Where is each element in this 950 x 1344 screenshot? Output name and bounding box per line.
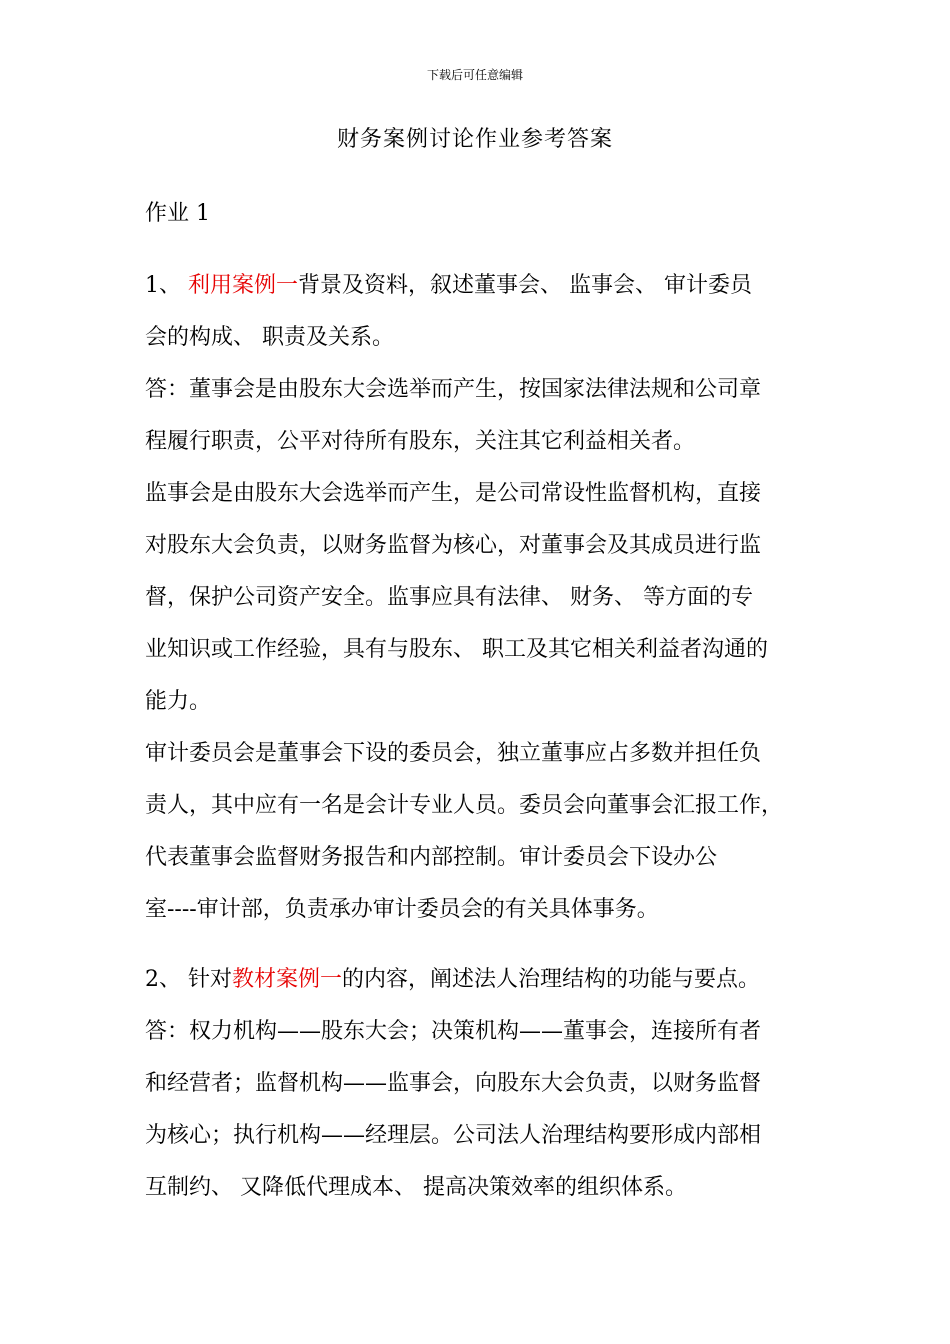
answer-1-line: 审计委员会是董事会下设的委员会，独立董事应占多数并担任负 xyxy=(145,741,762,766)
section-heading: 作业 1 xyxy=(145,201,210,226)
question-2-text: 的内容，阐述法人治理结构的功能与要点。 xyxy=(342,967,761,992)
question-1-number: 1、 xyxy=(145,273,188,298)
page-header: 下载后可任意编辑 xyxy=(426,68,523,82)
question-1-text: 背景及资料，叙述董事会、 监事会、 审计委员 xyxy=(298,273,753,298)
answer-1-line: 能力。 xyxy=(145,689,212,714)
question-2-highlight: 教材案例一 xyxy=(232,967,343,992)
answer-2-line: 答：权力机构——股东大会；决策机构——董事会，连接所有者 xyxy=(145,1019,762,1044)
answer-1-line: 对股东大会负责，以财务监督为核心，对董事会及其成员进行监 xyxy=(145,533,762,558)
answer-1-line: 责人，其中应有一名是会计专业人员。委员会向董事会汇报工作， xyxy=(145,793,784,818)
question-1-line-2: 会的构成、 职责及关系。 xyxy=(145,325,394,350)
question-2-line xyxy=(145,962,760,993)
answer-2-line: 和经营者；监督机构——监事会，向股东大会负责，以财务监督 xyxy=(145,1071,762,1096)
question-1-line-1 xyxy=(145,268,752,299)
answer-1-line: 答：董事会是由股东大会选举而产生，按国家法律法规和公司章 xyxy=(145,377,762,402)
answer-1-line: 代表董事会监督财务报告和内部控制。审计委员会下设办公 xyxy=(145,845,718,870)
question-1-highlight: 利用案例一 xyxy=(188,273,299,298)
answer-1-line: 监事会是由股东大会选举而产生，是公司常设性监督机构，直接 xyxy=(145,481,762,506)
question-2-number: 2、 针对 xyxy=(145,967,232,992)
answer-1-line: 程履行职责，公平对待所有股东，关注其它利益相关者。 xyxy=(145,429,696,454)
answer-2-line: 互制约、 又降低代理成本、 提高决策效率的组织体系。 xyxy=(145,1175,687,1200)
answer-2-line: 为核心；执行机构——经理层。公司法人治理结构要形成内部相 xyxy=(145,1123,762,1148)
answer-1-line: 业知识或工作经验，具有与股东、 职工及其它相关利益者沟通的 xyxy=(145,637,768,662)
answer-1-line: 室----审计部，负责承办审计委员会的有关具体事务。 xyxy=(145,897,659,922)
document-title: 财务案例讨论作业参考答案 xyxy=(336,127,613,152)
answer-1-line: 督，保护公司资产安全。监事应具有法律、 财务、 等方面的专 xyxy=(145,585,753,610)
